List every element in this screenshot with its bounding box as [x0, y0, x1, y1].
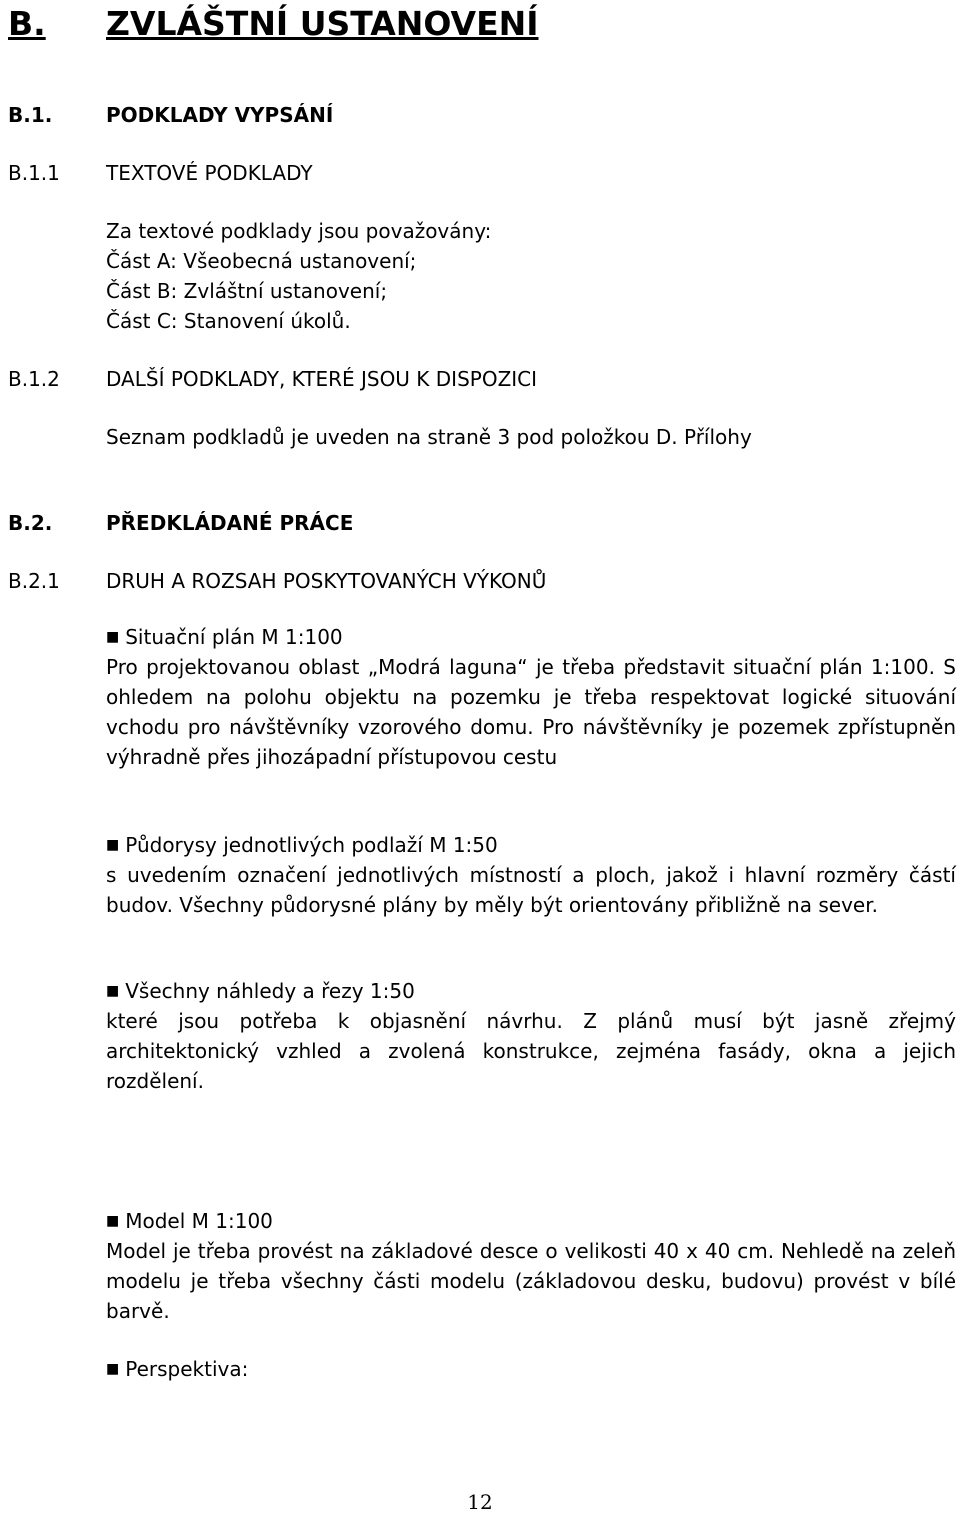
item-pudorysy — [106, 830, 956, 920]
item-heading-text: Perspektiva: — [125, 1357, 249, 1381]
section-title: PŘEDKLÁDANÉ PRÁCE — [106, 511, 354, 535]
chapter-number: B. — [8, 4, 46, 43]
section-number: B.2.1 — [8, 569, 60, 593]
text-line: Část B: Zvláštní ustanovení; — [106, 279, 388, 303]
section-title: DALŠÍ PODKLADY, KTERÉ JSOU K DISPOZICI — [106, 367, 538, 391]
item-heading — [106, 1206, 956, 1236]
item-heading-text: Situační plán M 1:100 — [125, 625, 343, 649]
section-title: TEXTOVÉ PODKLADY — [106, 161, 313, 185]
square-bullet-icon: ■ — [106, 837, 120, 853]
section-number: B.1. — [8, 103, 53, 127]
item-model — [106, 1206, 956, 1326]
item-heading — [106, 622, 956, 652]
section-number: B.2. — [8, 511, 53, 535]
square-bullet-icon: ■ — [106, 983, 120, 999]
page-number: 12 — [467, 1490, 493, 1514]
text-line: Část A: Všeobecná ustanovení; — [106, 249, 417, 273]
item-text: které jsou potřeba k objasnění návrhu. Z plánů musí být jasně zřejmý architektonický vzhled a zvolená konstrukce, zejména fasády, okna a jejich rozdělení. — [106, 1009, 956, 1093]
section-title: DRUH A ROZSAH POSKYTOVANÝCH VÝKONŮ — [106, 569, 547, 593]
item-text: Model je třeba provést na základové desce o velikosti 40 x 40 cm. Nehledě na zeleň modelu je třeba všechny části modelu (základovou desku, budovu) provést v bílé barvě. — [106, 1239, 956, 1323]
item-heading-text: Půdorysy jednotlivých podlaží M 1:50 — [125, 833, 498, 857]
text-podklady-seznam — [106, 422, 956, 452]
square-bullet-icon: ■ — [106, 1361, 120, 1377]
item-heading — [106, 830, 956, 860]
square-bullet-icon: ■ — [106, 1213, 120, 1229]
section-number: B.1.1 — [8, 161, 60, 185]
item-text: s uvedením označení jednotlivých místností a ploch, jakož i hlavní rozměry částí budov. Všechny půdorysné plány by měly být orientovány přibližně na sever. — [106, 863, 956, 917]
item-text: Pro projektovanou oblast „Modrá laguna“ je třeba představit situační plán 1:100. S ohledem na polohu objektu na pozemku je třeba respektovat logické situování vchodu pro návštěvníky vzorového domu. Pro návštěvníky je pozemek zpřístupněn výhradně přes jihozápadní přístupovou cestu — [106, 655, 956, 769]
item-situacni-plan — [106, 622, 956, 772]
item-perspektiva — [106, 1354, 956, 1384]
square-bullet-icon: ■ — [106, 629, 120, 645]
item-heading-text: Model M 1:100 — [125, 1209, 273, 1233]
item-nahledy — [106, 976, 956, 1096]
item-heading — [106, 976, 956, 1006]
text-line: Za textové podklady jsou považovány: — [106, 219, 492, 243]
chapter-title: ZVLÁŠTNÍ USTANOVENÍ — [106, 4, 539, 43]
section-number: B.1.2 — [8, 367, 60, 391]
item-heading — [106, 1354, 956, 1384]
text-line: Část C: Stanovení úkolů. — [106, 309, 351, 333]
section-title: PODKLADY VYPSÁNÍ — [106, 103, 334, 127]
text-podklady-list — [106, 216, 956, 336]
item-heading-text: Všechny náhledy a řezy 1:50 — [125, 979, 415, 1003]
text-line: Seznam podkladů je uveden na straně 3 pod položkou D. Přílohy — [106, 425, 752, 449]
